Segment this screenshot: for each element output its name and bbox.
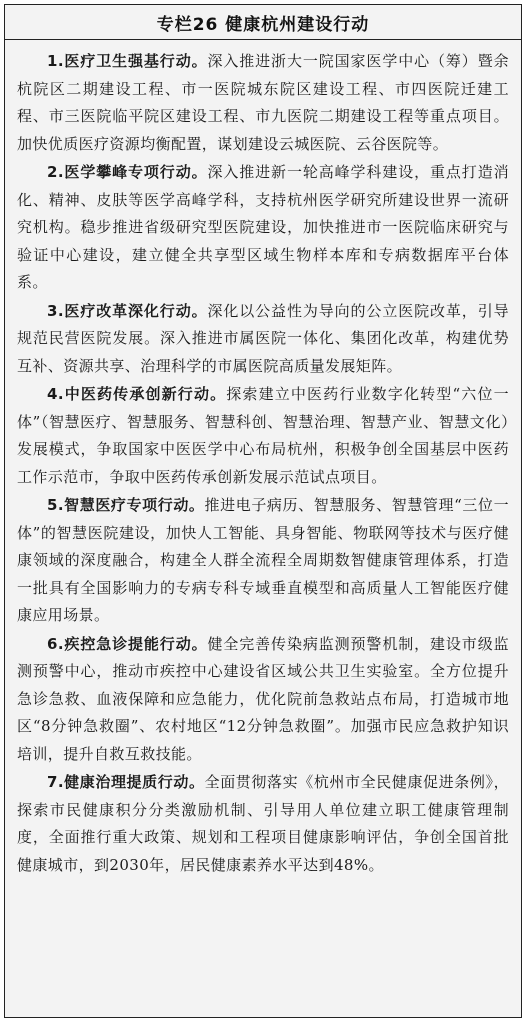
section-4-body: 探索建立中医药行业数字化转型“六位一体”（智慧医疗、智慧服务、智慧科创、智慧治理、智慧产业、智慧文化）发展模式，争取国家中医医学中心布局杭州，积极争创全国基层中医药工作示范市，争取中医药传承创新发展示范试点项目。 bbox=[17, 385, 509, 486]
column-box bbox=[4, 4, 522, 1018]
section-4-heading: 4.中医药传承创新行动。 bbox=[47, 385, 227, 403]
section-5-heading: 5.智慧医疗专项行动。 bbox=[47, 496, 205, 514]
section-1 bbox=[17, 48, 509, 158]
box-content bbox=[5, 40, 521, 879]
section-7 bbox=[17, 769, 509, 879]
section-7-heading: 7.健康治理提质行动。 bbox=[47, 773, 205, 791]
section-6-body: 健全完善传染病监测预警机制，建设市级监测预警中心，推动市疾控中心建设省区域公共卫生实验室。全方位提升急诊急救、血液保障和应急能力，优化院前急救站点布局，打造城市地区“8分钟急救圈”、农村地区“12分钟急救圈”。加强市民应急救护知识培训，提升自救互救技能。 bbox=[17, 634, 509, 763]
section-5 bbox=[17, 492, 509, 630]
section-3-body: 深化以公益性为导向的公立医院改革，引导规范民营医院发展。深入推进市属医院一体化、集团化改革，构建优势互补、资源共享、治理科学的市属医院高质量发展矩阵。 bbox=[17, 301, 509, 375]
section-6-heading: 6.疾控急诊提能行动。 bbox=[47, 634, 208, 653]
section-2-heading: 2.医学攀峰专项行动。 bbox=[47, 163, 208, 181]
section-4 bbox=[17, 381, 509, 491]
section-1-heading: 1.医疗卫生强基行动。 bbox=[47, 52, 208, 70]
section-5-body: 推进电子病历、智慧服务、智慧管理“三位一体”的智慧医院建设，加快人工智能、具身智能、物联网等技术与医疗健康领域的深度融合，构建全人群全流程全周期数智健康管理体系，打造一批具有全国影响力的专病专科专域垂直模型和高质量人工智能医疗健康应用场景。 bbox=[17, 496, 509, 624]
section-6 bbox=[17, 631, 509, 769]
section-2-body: 深入推进新一轮高峰学科建设，重点打造消化、精神、皮肤等医学高峰学科，支持杭州医学研究所建设世界一流研究机构。稳步推进省级研究型医院建设，加快推进市一医院临床研究与验证中心建设，建立健全共享型区域生物样本库和专病数据库平台体系。 bbox=[17, 163, 509, 291]
section-3-heading: 3.医疗改革深化行动。 bbox=[47, 301, 208, 320]
section-3 bbox=[17, 298, 509, 381]
section-7-body: 全面贯彻落实《杭州市全民健康促进条例》，探索市民健康积分分类激励机制、引导用人单位建立职工健康管理制度，全面推行重大政策、规划和工程项目健康影响评估，争创全国首批健康城市，到2030年，居民健康素养水平达到48%。 bbox=[17, 773, 509, 874]
section-1-body: 深入推进浙大一院国家医学中心（筹）暨余杭院区二期建设工程、市一医院城东院区建设工程、市四医院迁建工程、市三医院临平院区建设工程、市九医院二期建设工程等重点项目。加快优质医疗资源均衡配置，谋划建设云城医院、云谷医院等。 bbox=[17, 52, 509, 153]
section-2 bbox=[17, 159, 509, 297]
box-title: 专栏26 健康杭州建设行动 bbox=[5, 5, 521, 40]
